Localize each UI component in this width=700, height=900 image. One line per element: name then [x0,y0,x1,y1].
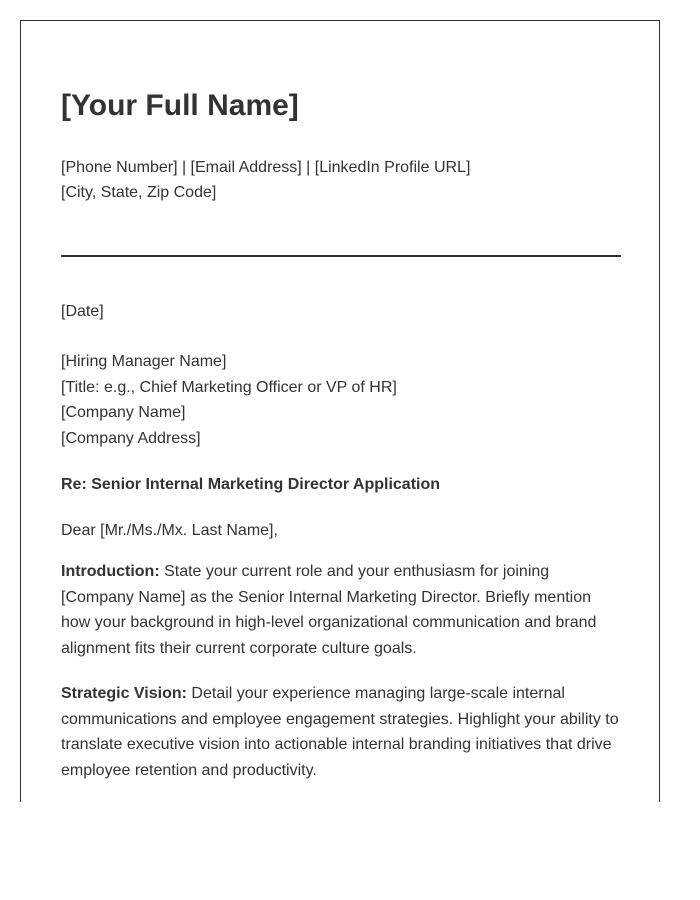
paragraph-line: translate executive vision into actionable internal branding initiatives that drive [61,736,612,753]
paragraph-line: employee retention and productivity. [61,761,317,779]
recipient-company: [Company Name] [61,404,186,422]
recipient-block [61,349,397,452]
paragraph-line [61,681,621,707]
paragraph-line: [Company Name] as the Senior Internal Marketing Director. Briefly mention [61,588,592,606]
subject-line: Re: Senior Internal Marketing Director Application [61,476,441,493]
paragraph-line: communications and employee engagement strategies. Highlight your ability to [61,710,619,728]
recipient-address: [Company Address] [61,430,201,448]
letter-page [20,20,660,802]
salutation: Dear [Mr./Ms./Mx. Last Name], [61,522,278,539]
contact-block [61,155,470,205]
header-divider [61,255,621,257]
paragraph-lead: Strategic Vision: [61,685,187,702]
paragraph-line [61,559,621,585]
contact-line-primary: [Phone Number] | [Email Address] | [LinkedIn Profile URL] [61,159,471,176]
paragraph-text: Detail your experience managing large-scale internal [186,685,565,702]
contact-line-location: [City, State, Zip Code] [61,184,217,201]
paragraph-introduction [61,559,621,661]
paragraph-line: how your background in high-level organizational communication and brand [61,614,597,631]
paragraph-line: alignment fits their current corporate culture goals. [61,639,417,657]
paragraph-lead: Introduction: [61,563,160,580]
letter-date: [Date] [61,303,104,320]
recipient-title: [Title: e.g., Chief Marketing Officer or VP of HR] [61,378,397,396]
paragraph-strategic-vision [61,681,621,783]
recipient-hiring-manager: [Hiring Manager Name] [61,353,227,370]
applicant-name: [Your Full Name] [61,89,299,122]
paragraph-text: State your current role and your enthusiasm for joining [159,563,550,580]
